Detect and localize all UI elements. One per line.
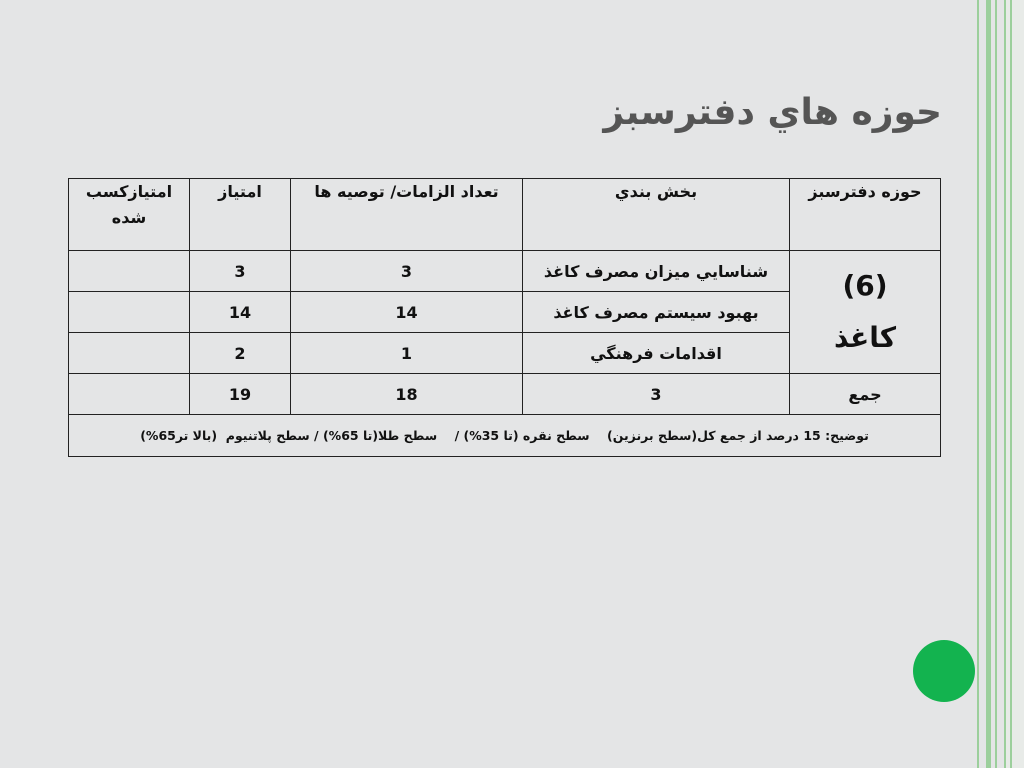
group-number: (6) xyxy=(842,269,888,302)
total-score: 19 xyxy=(190,374,291,415)
header-score: امتياز xyxy=(190,179,291,251)
table-header-row xyxy=(69,179,941,251)
total-section: 3 xyxy=(523,374,790,415)
row-section: بهبود سيستم مصرف كاغذ xyxy=(523,292,790,333)
decor-panel xyxy=(1006,0,1024,768)
decor-stripe-1 xyxy=(977,0,979,768)
header-section: بخش بندي xyxy=(523,179,790,251)
total-count: 18 xyxy=(291,374,523,415)
total-earned xyxy=(69,374,190,415)
row-score: 2 xyxy=(190,333,291,374)
row-earned xyxy=(69,292,190,333)
header-earned: امتيازكسب شده xyxy=(69,179,190,251)
row-score: 3 xyxy=(190,251,291,292)
row-earned xyxy=(69,251,190,292)
page-title: حوزه هاي دفترسبز xyxy=(603,92,942,133)
group-cell xyxy=(790,251,941,374)
note-text: توضيح: 15 درصد از جمع كل(سطح برنزين) سطح نقره (تا 35%) / سطح طلا(تا 65%) / سطح پلاتنيوم (بالا تر65%) xyxy=(69,415,941,457)
green-office-table xyxy=(68,178,941,457)
row-section: اقدامات فرهنگي xyxy=(523,333,790,374)
green-circle-decoration xyxy=(913,640,975,702)
row-earned xyxy=(69,333,190,374)
row-section: شناسايي ميزان مصرف كاغذ xyxy=(523,251,790,292)
group-name: كاغذ xyxy=(833,321,897,354)
table-row xyxy=(69,251,941,292)
row-count: 3 xyxy=(291,251,523,292)
row-score: 14 xyxy=(190,292,291,333)
header-count: تعداد الزامات/ توصيه ها xyxy=(291,179,523,251)
decor-stripe-5 xyxy=(1010,0,1012,768)
decor-stripe-3 xyxy=(995,0,997,768)
note-row xyxy=(69,415,941,457)
decor-stripe-2 xyxy=(986,0,991,768)
total-row xyxy=(69,374,941,415)
header-domain: حوزه دفترسبز xyxy=(790,179,941,251)
row-count: 1 xyxy=(291,333,523,374)
total-label: جمع xyxy=(790,374,941,415)
row-count: 14 xyxy=(291,292,523,333)
